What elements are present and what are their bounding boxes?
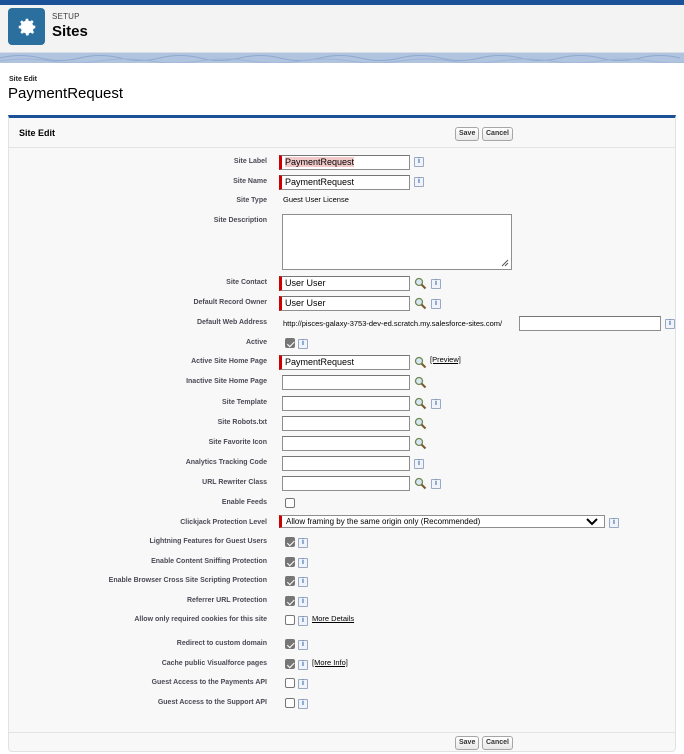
lightning-features-label: Lightning Features for Guest Users [149, 538, 267, 545]
url-rewriter-label: URL Rewriter Class [202, 479, 267, 486]
required-cookies-label: Allow only required cookies for this site [134, 616, 267, 623]
breadcrumb: Site Edit [9, 76, 38, 83]
more-details-link[interactable]: More Details [312, 614, 355, 623]
url-rewriter-info-icon[interactable]: i [431, 479, 441, 489]
cache-visualforce-checkbox[interactable] [285, 659, 295, 669]
active-checkbox[interactable] [285, 338, 295, 348]
inactive-home-page-lookup-icon[interactable] [414, 376, 427, 389]
web-address-info-icon[interactable]: i [665, 319, 675, 329]
referrer-protection-label: Referrer URL Protection [186, 597, 267, 604]
site-robots-label: Site Robots.txt [217, 419, 267, 426]
guest-support-api-info-icon[interactable]: i [298, 699, 308, 709]
web-address-prefix: http://pisces-galaxy-3753-dev-ed.scratch.my.salesforce-sites.com/ [283, 319, 503, 328]
site-edit-panel [8, 115, 676, 752]
xss-protection-info-icon[interactable]: i [298, 577, 308, 587]
site-name-info-icon[interactable]: i [414, 177, 424, 187]
active-home-page-label: Active Site Home Page [191, 358, 267, 365]
content-sniffing-label: Enable Content Sniffing Protection [151, 558, 267, 565]
resize-grip-icon[interactable] [500, 258, 509, 267]
redirect-custom-domain-label: Redirect to custom domain [176, 640, 267, 647]
clickjack-value: Allow framing by the same origin only (Recommended) [286, 517, 481, 526]
site-contact-input[interactable]: User User [279, 276, 410, 291]
site-robots-input[interactable] [282, 416, 410, 431]
gear-icon [8, 8, 45, 45]
site-label-info-icon[interactable]: i [414, 157, 424, 167]
site-description-label: Site Description [213, 217, 267, 224]
record-owner-info-icon[interactable]: i [431, 299, 441, 309]
header-pattern [0, 53, 684, 63]
setup-header [0, 0, 684, 63]
content-sniffing-info-icon[interactable]: i [298, 558, 308, 568]
chevron-down-icon [586, 517, 598, 526]
site-contact-lookup-icon[interactable] [414, 277, 427, 290]
header-card [0, 5, 684, 53]
required-cookies-checkbox[interactable] [285, 615, 295, 625]
site-description-textarea[interactable] [282, 214, 512, 270]
favorite-icon-lookup-icon[interactable] [414, 437, 427, 450]
guest-support-api-label: Guest Access to the Support API [157, 699, 267, 706]
content-sniffing-checkbox[interactable] [285, 557, 295, 567]
preview-link[interactable]: [Preview] [430, 355, 461, 364]
site-template-label: Site Template [222, 399, 267, 406]
record-owner-input[interactable]: User User [279, 296, 410, 311]
site-label-input[interactable] [279, 155, 410, 170]
analytics-code-label: Analytics Tracking Code [185, 459, 267, 466]
enable-feeds-checkbox[interactable] [285, 498, 295, 508]
guest-payments-api-label: Guest Access to the Payments API [151, 679, 267, 686]
web-address-input[interactable] [519, 316, 661, 331]
default-record-owner-label: Default Record Owner [193, 299, 267, 306]
xss-protection-checkbox[interactable] [285, 576, 295, 586]
cancel-button-top[interactable]: Cancel [482, 127, 513, 141]
site-name-input[interactable]: PaymentRequest [279, 175, 410, 190]
guest-payments-api-info-icon[interactable]: i [298, 679, 308, 689]
redirect-custom-domain-checkbox[interactable] [285, 639, 295, 649]
redirect-custom-domain-info-icon[interactable]: i [298, 640, 308, 650]
page-title: PaymentRequest [8, 85, 124, 102]
site-favorite-icon-input[interactable] [282, 436, 410, 451]
site-template-lookup-icon[interactable] [414, 397, 427, 410]
site-contact-label: Site Contact [226, 279, 267, 286]
active-home-page-input[interactable]: PaymentRequest [279, 355, 410, 370]
site-template-info-icon[interactable]: i [431, 399, 441, 409]
url-rewriter-lookup-icon[interactable] [414, 477, 427, 490]
url-rewriter-input[interactable] [282, 476, 410, 491]
panel-title: Site Edit [19, 128, 56, 138]
site-type-label: Site Type [236, 197, 267, 204]
cancel-button-bottom[interactable]: Cancel [482, 736, 513, 750]
site-template-input[interactable] [282, 396, 410, 411]
site-label-value: PaymentRequest [285, 157, 355, 167]
guest-support-api-checkbox[interactable] [285, 698, 295, 708]
site-favorite-icon-label: Site Favorite Icon [208, 439, 267, 446]
header-title: Sites [52, 23, 88, 40]
save-button-top[interactable]: Save [455, 127, 479, 141]
site-label-label: Site Label [233, 158, 267, 165]
analytics-code-input[interactable] [282, 456, 410, 471]
active-home-page-lookup-icon[interactable] [414, 356, 427, 369]
site-robots-lookup-icon[interactable] [414, 417, 427, 430]
inactive-home-page-label: Inactive Site Home Page [186, 378, 267, 385]
inactive-home-page-input[interactable] [282, 375, 410, 390]
save-button-bottom[interactable]: Save [455, 736, 479, 750]
clickjack-select[interactable] [279, 515, 605, 528]
active-label: Active [245, 339, 267, 346]
site-type-value: Guest User License [283, 195, 349, 204]
cache-visualforce-info-icon[interactable]: i [298, 660, 308, 670]
footer-divider [9, 732, 675, 733]
referrer-protection-info-icon[interactable]: i [298, 597, 308, 607]
lightning-features-info-icon[interactable]: i [298, 538, 308, 548]
default-web-address-label: Default Web Address [196, 319, 267, 326]
site-contact-info-icon[interactable]: i [431, 279, 441, 289]
guest-payments-api-checkbox[interactable] [285, 678, 295, 688]
clickjack-label: Clickjack Protection Level [180, 519, 267, 526]
active-info-icon[interactable]: i [298, 339, 308, 349]
setup-label: SETUP [52, 12, 80, 21]
clickjack-info-icon[interactable]: i [609, 518, 619, 528]
site-name-label: Site Name [233, 178, 267, 185]
more-info-link[interactable]: [More Info] [312, 658, 348, 667]
lightning-features-checkbox[interactable] [285, 537, 295, 547]
analytics-info-icon[interactable]: i [414, 459, 424, 469]
cache-visualforce-label: Cache public Visualforce pages [161, 660, 267, 667]
panel-header [9, 118, 675, 148]
referrer-protection-checkbox[interactable] [285, 596, 295, 606]
record-owner-lookup-icon[interactable] [414, 297, 427, 310]
enable-feeds-label: Enable Feeds [221, 499, 267, 506]
xss-protection-label: Enable Browser Cross Site Scripting Protection [108, 577, 267, 584]
required-cookies-info-icon[interactable]: i [298, 616, 308, 626]
